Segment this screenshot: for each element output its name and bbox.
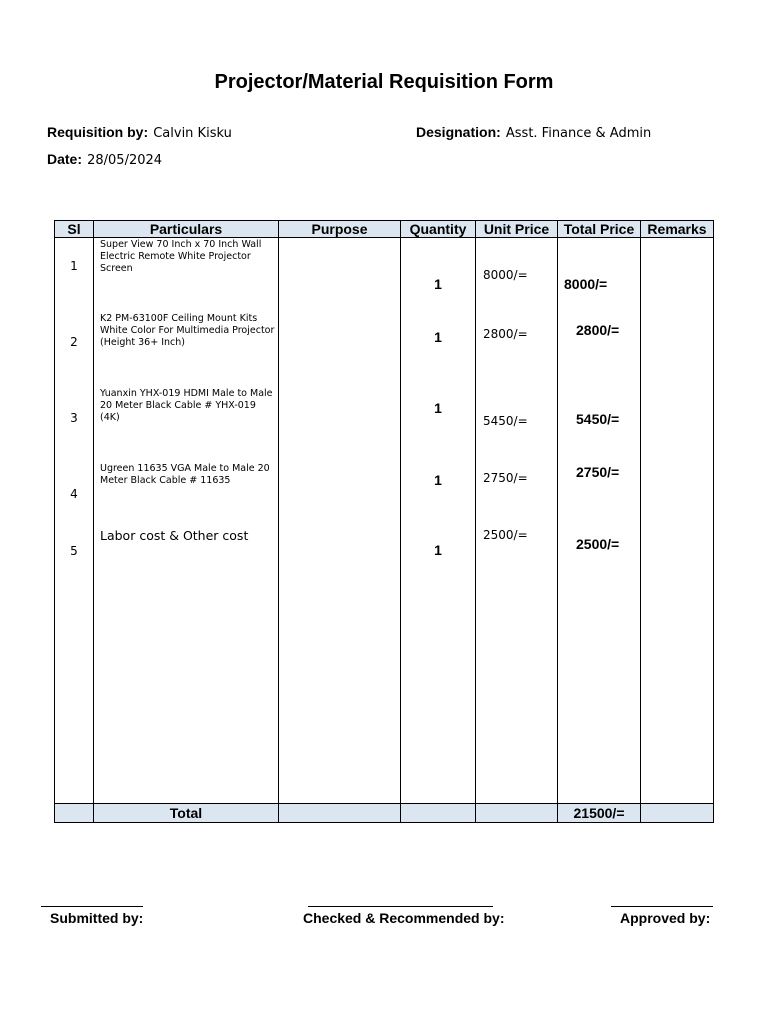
total-label: Total — [169, 805, 203, 821]
checked-signature-line — [308, 906, 493, 907]
row-2-particulars: K2 PM-63100F Ceiling Mount Kits White Color For Multimedia Projector (Height 36+ Inch) — [100, 313, 275, 348]
row-3-sl: 3 — [70, 411, 78, 425]
row-4-quantity: 1 — [434, 472, 442, 488]
approved-signature-line — [611, 906, 713, 907]
col-border-total-price — [640, 220, 641, 823]
header-remarks: Remarks — [647, 221, 707, 237]
designation-label: Designation: — [416, 124, 501, 140]
col-border-sl — [93, 220, 94, 823]
requisition-by — [47, 122, 232, 141]
checked-by-label: Checked & Recommended by: — [303, 910, 505, 926]
row-5-quantity: 1 — [434, 542, 442, 558]
row-1-particulars: Super View 70 Inch x 70 Inch Wall Electric Remote White Projector Screen — [100, 239, 262, 274]
row-5-unit-price: 2500/= — [483, 528, 528, 542]
row-5-particulars: Labor cost & Other cost — [100, 528, 249, 543]
header-total-price: Total Price — [563, 221, 635, 237]
row-4-unit-price: 2750/= — [483, 471, 528, 485]
header-unit-price: Unit Price — [483, 221, 550, 237]
row-4-sl: 4 — [70, 487, 78, 501]
row-3-particulars: Yuanxin YHX-019 HDMI Male to Male 20 Meter Black Cable # YHX-019 (4K) — [100, 388, 273, 423]
date-label: Date: — [47, 151, 83, 167]
row-3-unit-price: 5450/= — [483, 414, 528, 428]
row-2-unit-price: 2800/= — [483, 327, 528, 341]
submitted-signature-line — [41, 906, 143, 907]
header-particulars: Particulars — [149, 221, 223, 237]
form-title: Projector/Material Requisition Form — [214, 71, 554, 93]
row-4-particulars: Ugreen 11635 VGA Male to Male 20 Meter Black Cable # 11635 — [100, 463, 270, 486]
date-value: 28/05/2024 — [87, 153, 163, 168]
designation-value: Asst. Finance & Admin — [505, 126, 652, 141]
row-2-total-price: 2800/= — [576, 322, 620, 338]
row-2-sl: 2 — [70, 335, 78, 349]
row-1-total-price: 8000/= — [564, 276, 608, 292]
total-value: 21500/= — [573, 805, 625, 821]
col-border-purpose — [400, 220, 401, 823]
requisition-by-value: Calvin Kisku — [153, 126, 232, 141]
header-sl: Sl — [67, 221, 81, 237]
submitted-by-label: Submitted by: — [50, 910, 144, 926]
row-1-sl: 1 — [70, 259, 78, 273]
col-border-particulars — [278, 220, 279, 823]
table-border-bottom — [54, 822, 714, 823]
date — [47, 149, 162, 168]
col-border-quantity — [475, 220, 476, 823]
row-5-sl: 5 — [70, 544, 78, 558]
row-1-quantity: 1 — [434, 276, 442, 292]
approved-by-label: Approved by: — [620, 910, 711, 926]
col-border-left — [54, 220, 55, 823]
row-4-total-price: 2750/= — [576, 464, 620, 480]
header-purpose: Purpose — [311, 221, 368, 237]
row-2-quantity: 1 — [434, 329, 442, 345]
row-1-unit-price: 8000/= — [483, 268, 528, 282]
requisition-by-label: Requisition by: — [47, 124, 149, 140]
row-3-total-price: 5450/= — [576, 411, 620, 427]
header-quantity: Quantity — [409, 221, 467, 237]
row-3-quantity: 1 — [434, 400, 442, 416]
designation — [416, 122, 651, 141]
row-5-total-price: 2500/= — [576, 536, 620, 552]
col-border-unit-price — [557, 220, 558, 823]
col-border-right — [713, 220, 714, 823]
